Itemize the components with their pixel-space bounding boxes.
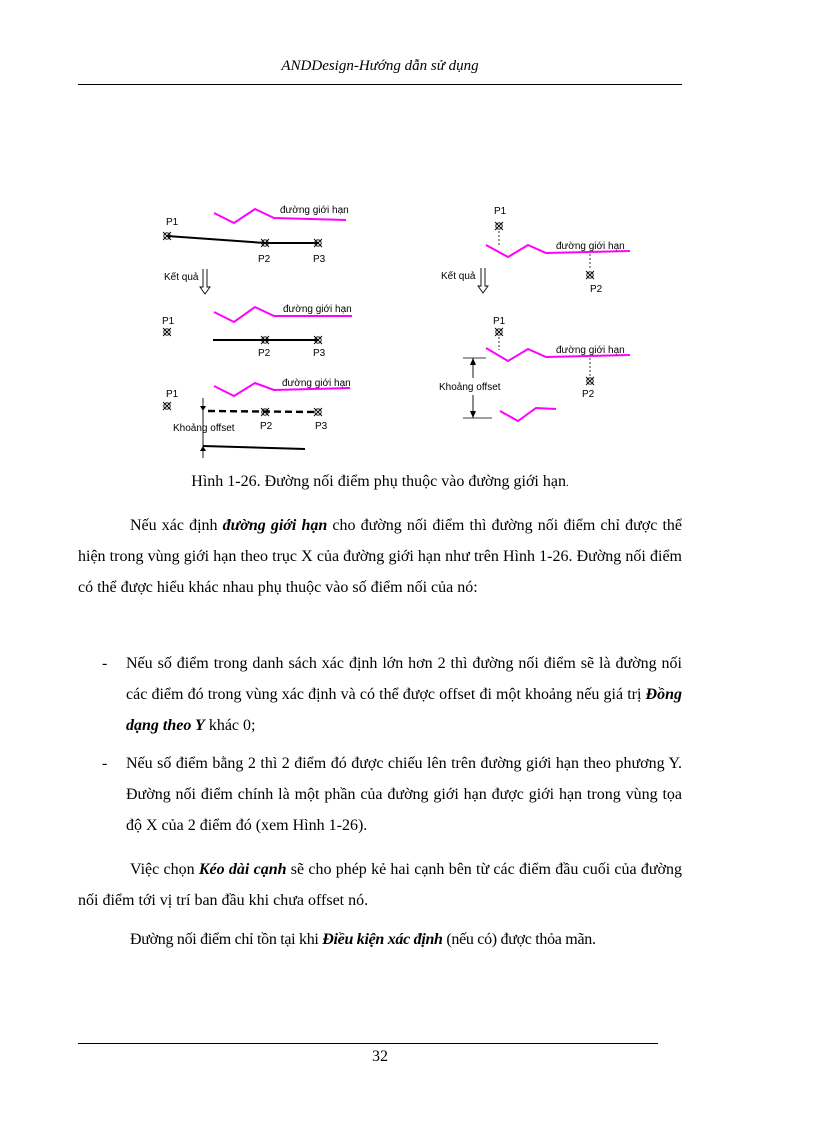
page-header: ANDDesign-Hướng dẫn sử dụng (281, 58, 479, 74)
point-label-p3: P3 (313, 348, 326, 359)
page-number: 32 (372, 1048, 388, 1065)
left-panel (162, 205, 352, 458)
boundary-label: đường giới hạn (556, 345, 625, 356)
point-label-p1: P1 (493, 316, 506, 327)
term-boundary: đường giới hạn (222, 517, 328, 534)
figure-1-26 (0, 190, 816, 460)
down-arrow-icon (200, 269, 210, 294)
point-marker-p3 (314, 239, 322, 247)
point-marker-p3 (314, 336, 322, 344)
term-extend-edge: Kéo dài cạnh (198, 861, 287, 878)
point-marker-p2 (586, 377, 594, 385)
point-label-p1: P1 (166, 389, 179, 400)
point-label-p2: P2 (258, 254, 271, 265)
list-item: - Nếu số điểm trong danh sách xác định lớn hơn 2 thì đường nối điểm sẽ là đường nối các điểm đó trong vùng xác định và có thể được offset đi một khoảng nếu giá trị Đồng dạng theo Y khác 0; (102, 655, 682, 734)
offset-label: Khoảng offset (439, 382, 501, 393)
point-marker-p1 (163, 328, 171, 336)
point-label-p1: P1 (162, 316, 175, 327)
point-label-p3: P3 (313, 254, 326, 265)
offset-line (208, 411, 318, 412)
boundary-label: đường giới hạn (556, 241, 625, 252)
paragraph-3: Đường nối điểm chỉ tồn tại khi Điều kiện xác định (nếu có) được thỏa mãn. (130, 931, 596, 948)
boundary-line (500, 408, 556, 421)
point-marker-p1 (163, 402, 171, 410)
arrow-head-icon (200, 406, 206, 411)
boundary-label: đường giới hạn (282, 378, 351, 389)
paragraph-2: Việc chọn Kéo dài cạnh sẽ cho phép kẻ hai cạnh bên từ các điểm đầu cuối của đường nối điểm tới vị trí ban đầu khi chưa offset nó. (78, 861, 682, 909)
point-label-p2: P2 (582, 389, 595, 400)
point-marker-p2 (586, 271, 594, 279)
term-condition: Điều kiện xác định (322, 931, 443, 948)
list-item: - Nếu số điểm bằng 2 thì 2 điểm đó được chiếu lên trên đường giới hạn theo phương Y. Đường nối điểm chính là một phần của đường giới hạn được giới hạn trong vùng tọa độ X của 2 điểm đó (xem Hình 1-26). (102, 755, 682, 834)
point-marker-p2 (261, 336, 269, 344)
offset-label: Khoảng offset (173, 423, 235, 434)
paragraph-1: Nếu xác định đường giới hạn cho đường nối điểm thì đường nối điểm chỉ được thể hiện trong vùng giới hạn theo trục X của đường giới hạn như trên Hình 1-26. Đường nối điểm có thể được hiểu khác nhau phụ thuộc vào số điểm nối của nó: (78, 517, 682, 596)
arrow-head-icon (470, 358, 476, 365)
connection-line (167, 236, 318, 243)
header-rule (78, 84, 682, 85)
term-similar-y: Đồng dạng theo Y (126, 686, 682, 734)
point-label-p1: P1 (166, 217, 179, 228)
point-marker-p1 (495, 222, 503, 230)
figure-caption: Hình 1-26. Đường nối điểm phụ thuộc vào đường giới hạn. (191, 473, 569, 490)
point-marker-p3 (314, 408, 322, 416)
right-panel (439, 206, 630, 421)
point-marker-p2 (261, 239, 269, 247)
point-label-p2: P2 (590, 284, 603, 295)
original-line (203, 446, 305, 449)
arrow-head-icon (470, 411, 476, 418)
boundary-label: đường giới hạn (280, 205, 349, 216)
point-label-p2: P2 (258, 348, 271, 359)
point-marker-p2 (261, 408, 269, 416)
result-label: Kết quả (164, 272, 199, 283)
down-arrow-icon (478, 268, 488, 293)
point-label-p1: P1 (494, 206, 507, 217)
footer-rule (78, 1043, 658, 1044)
boundary-label: đường giới hạn (283, 304, 352, 315)
result-label: Kết quả (441, 271, 476, 282)
point-label-p3: P3 (315, 421, 328, 432)
point-label-p2: P2 (260, 421, 273, 432)
point-marker-p1 (495, 328, 503, 336)
